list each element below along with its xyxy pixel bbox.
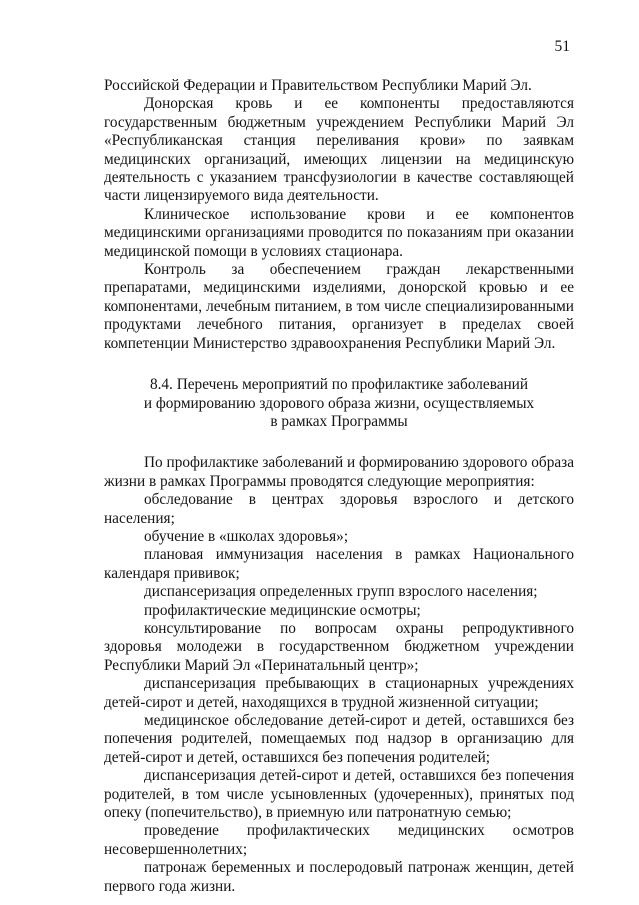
list-item: проведение профилактических медицинских осмотров несовершеннолетних;: [104, 822, 574, 858]
document-body: [104, 77, 574, 896]
page-number: 51: [554, 38, 570, 55]
paragraph: Клиническое использование крови и ее компонентов медицинскими организациями проводится по показаниям при оказании медицинской помощи в условиях стационара.: [104, 205, 574, 260]
section-heading-line: и формированию здорового образа жизни, осуществляемых: [143, 394, 535, 412]
list-item: профилактические медицинские осмотры;: [144, 601, 421, 619]
list-item: патронаж беременных и послеродовый патронаж женщин, детей первого года жизни.: [104, 859, 574, 895]
paragraph: Российской Федерации и Правительством Республики Марий Эл.: [104, 77, 532, 94]
list-item: медицинское обследование детей-сирот и детей, оставшихся без попечения родителей, помещаемых под надзор в организацию для детей-сирот и детей, оставшихся без попечения родителей;: [104, 712, 574, 766]
list-item: обучение в «школах здоровья»;: [144, 527, 349, 545]
list-item: консультирование по вопросам охраны репродуктивного здоровья молодежи в государственном бюджетном учреждении Республики Марий Эл «Перинатальный центр»;: [104, 619, 574, 674]
paragraph: По профилактике заболеваний и формированию здорового образа жизни в рамках Программы проводятся следующие мероприятия:: [104, 454, 574, 490]
section-heading-line: 8.4. Перечень мероприятий по профилактике заболеваний: [149, 376, 529, 394]
list-item: диспансеризация определенных групп взрослого населения;: [144, 583, 538, 601]
list-item: обследование в центрах здоровья взрослого и детского населения;: [104, 491, 574, 527]
bottom-paragraphs: [104, 454, 574, 896]
paragraph: Контроль за обеспечением граждан лекарственными препаратами, медицинскими изделиями, донорской кровью и ее компонентами, лечебным питанием, в том числе специализированными продуктами лечебного питания, организует в пределах своей компетенции Министерство здравоохранения Республики Марий Эл.: [104, 261, 574, 352]
list-item: диспансеризация пребывающих в стационарных учреждениях детей-сирот и детей, находящихся в трудной жизненной ситуации;: [104, 675, 574, 711]
paragraph: Донорская кровь и ее компоненты предоставляются государственным бюджетным учреждением Республики Марий Эл «Республиканская станция переливания крови» по заявкам медицинских организаций, имеющих лицензии на медицинскую деятельность с указанием трансфузиологии в качестве составляющей части лицензируемого вида деятельности.: [104, 95, 574, 205]
section-heading-line: в рамках Программы: [270, 412, 408, 430]
list-item: плановая иммунизация населения в рамках Национального календаря прививок;: [104, 546, 574, 582]
section-heading: [104, 376, 574, 431]
list-item: диспансеризация детей-сирот и детей, оставшихся без попечения родителей, в том числе усыновленных (удочеренных), принятых под опеку (попечительство), в приемную или патронатную семью;: [104, 767, 574, 822]
top-paragraphs: [104, 77, 574, 353]
